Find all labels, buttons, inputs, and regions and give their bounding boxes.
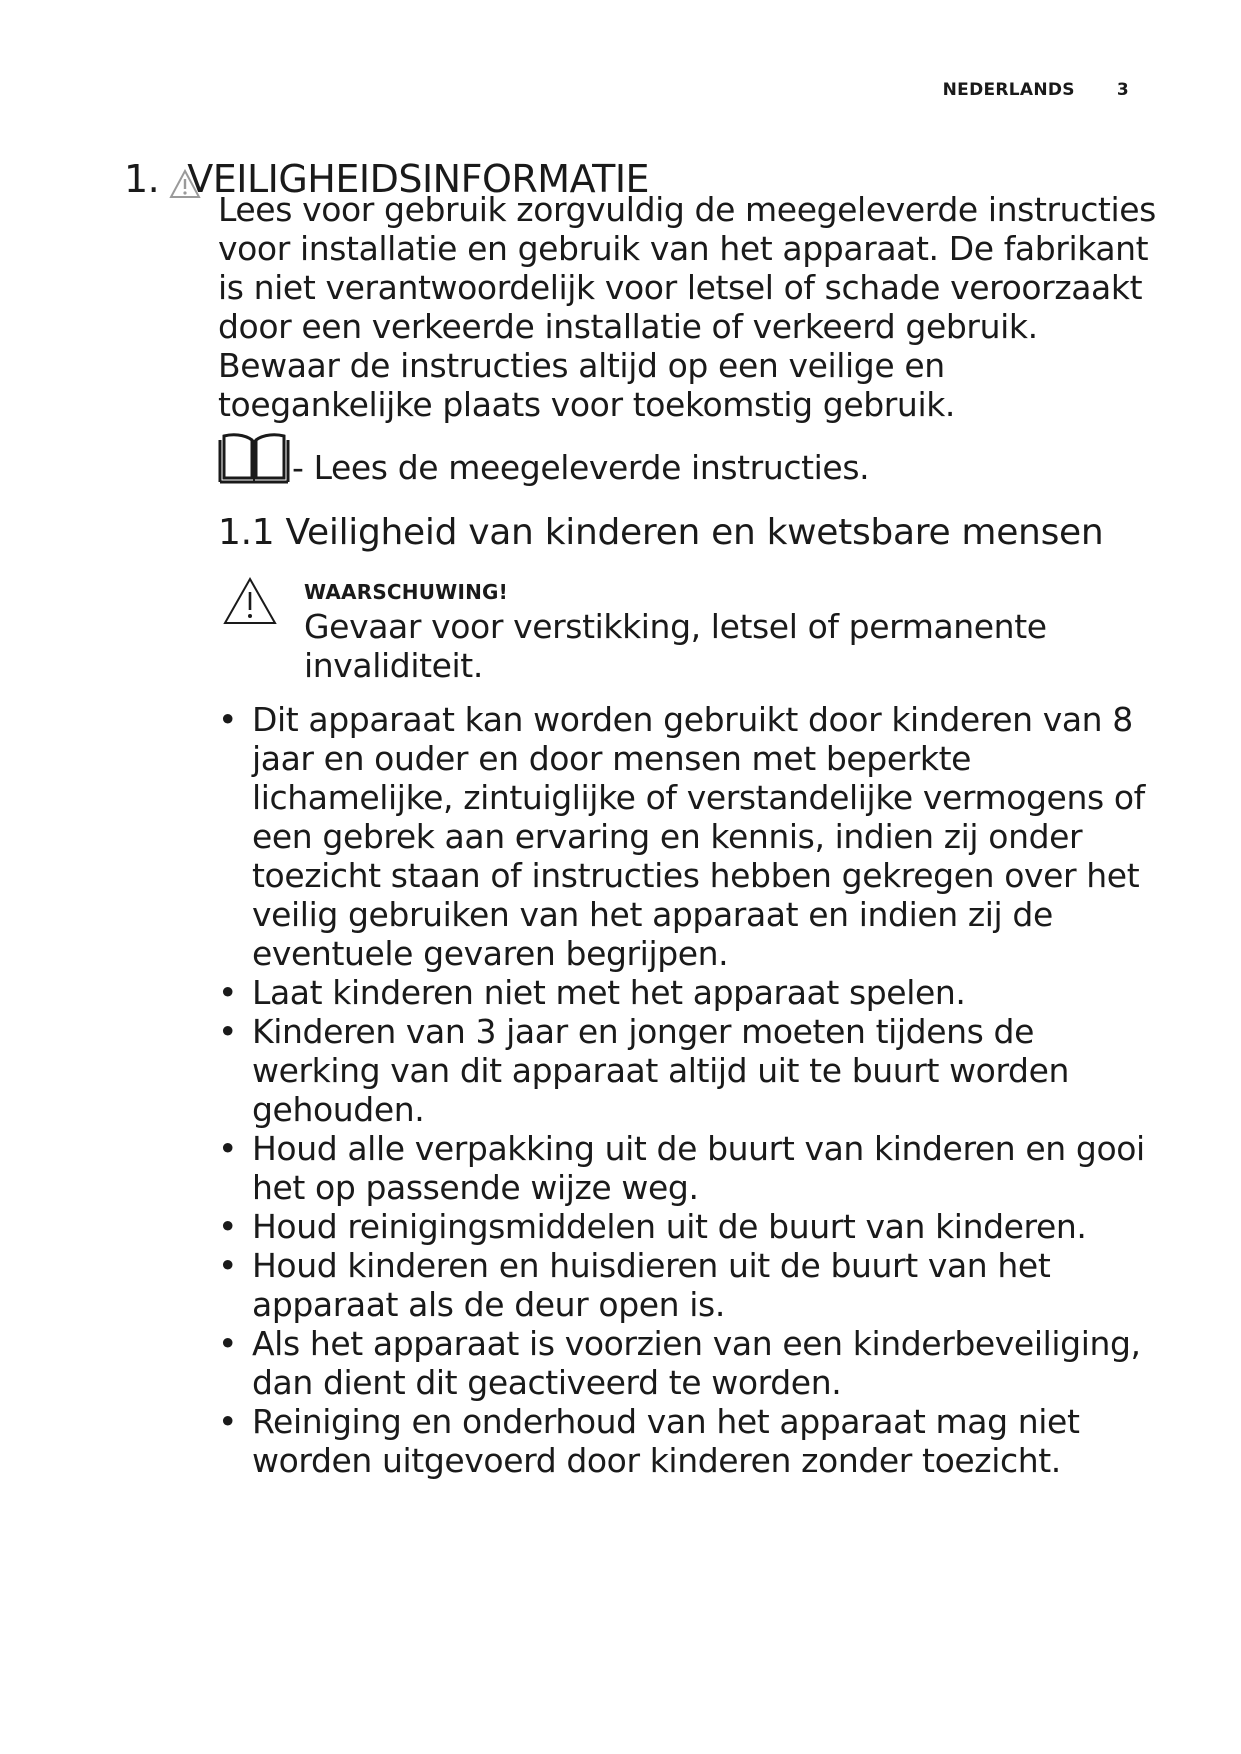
- list-item: • Reiniging en onderhoud van het apparaat mag niet worden uitgevoerd door kinderen zonder toezicht.: [218, 1402, 1148, 1480]
- page-number: 3: [1116, 80, 1129, 100]
- read-instructions-text: - Lees de meegeleverde instructies.: [292, 448, 870, 487]
- list-item: • Houd reinigingsmiddelen uit de buurt van kinderen.: [218, 1207, 1148, 1246]
- safety-bullet-list: [218, 700, 1148, 1480]
- list-item: • Houd alle verpakking uit de buurt van kinderen en gooi het op passende wijze weg.: [218, 1129, 1148, 1207]
- list-item: • Dit apparaat kan worden gebruikt door kinderen van 8 jaar en ouder en door mensen met beperkte lichamelijke, zintuiglijke of verstandelijke vermogens of een gebrek aan ervaring en kennis, indien zij onder toezicht staan of instructies hebben gekregen over het veilig gebruiken van het apparaat en indien zij de eventuele gevaren begrijpen.: [218, 700, 1148, 973]
- chapter-title: [124, 157, 649, 201]
- warning-text: Gevaar voor verstikking, letsel of permanente invaliditeit.: [304, 607, 1047, 685]
- list-item: • Laat kinderen niet met het apparaat spelen.: [218, 973, 1148, 1012]
- read-instructions-note: [218, 430, 869, 488]
- book-icon: [218, 430, 290, 488]
- warning-triangle-icon: [222, 576, 278, 626]
- page-header: [943, 80, 1129, 100]
- list-item: • Houd kinderen en huisdieren uit de buurt van het apparaat als de deur open is.: [218, 1246, 1148, 1324]
- list-item: • Kinderen van 3 jaar en jonger moeten tijdens de werking van dit apparaat altijd uit te buurt worden gehouden.: [218, 1012, 1148, 1129]
- chapter-number: 1.: [124, 157, 160, 202]
- list-item: • Als het apparaat is voorzien van een kinderbeveiliging, dan dient dit geactiveerd te worden.: [218, 1324, 1148, 1402]
- warning-label: WAARSCHUWING!: [304, 580, 508, 604]
- header-language: NEDERLANDS: [942, 80, 1075, 100]
- section-title: 1.1 Veiligheid van kinderen en kwetsbare mensen: [218, 512, 1104, 553]
- intro-paragraph: Lees voor gebruik zorgvuldig de meegeleverde instructies voor installatie en gebruik van het apparaat. De fabrikant is niet verantwoordelijk voor letsel of schade veroorzaakt door een verkeerde installatie of verkeerd gebruik. Bewaar de instructies altijd op een veilige en toegankelijke plaats voor toekomstig gebruik.: [218, 190, 1156, 424]
- chapter-title-text: VEILIGHEIDSINFORMATIE: [187, 157, 650, 202]
